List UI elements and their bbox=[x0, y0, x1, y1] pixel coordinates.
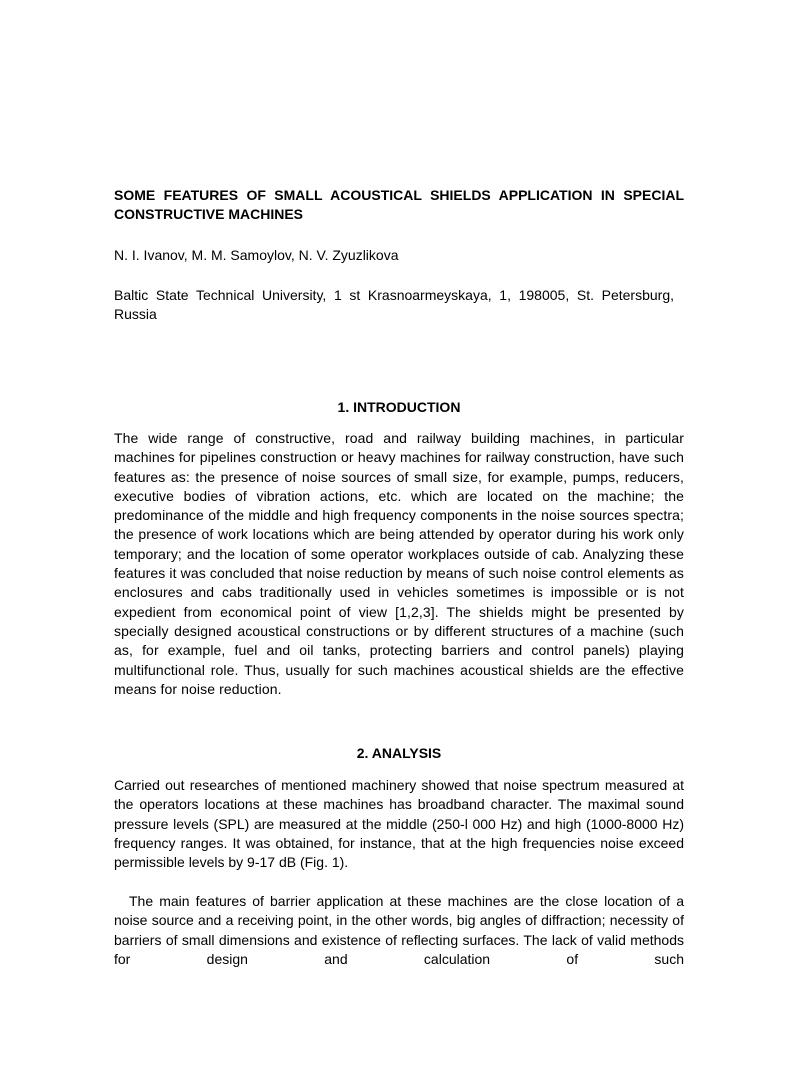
author-list: N. I. Ivanov, M. M. Samoylov, N. V. Zyuzlikova bbox=[114, 247, 399, 263]
analysis-paragraph-2: The main features of barrier application at these machines are the close location of a noise source and a receiving point, in the other words, big angles of diffraction; necessity of barriers of small dimensions and existence of reflecting surfaces. The lack of valid methods for design and calculation of such bbox=[114, 893, 684, 967]
analysis-paragraph-1: Carried out researches of mentioned machinery showed that noise spectrum measured at the operators locations at these machines has broadband character. The maximal sound pressure levels (SPL) are measured at the middle (250-l 000 Hz) and high (1000-8000 Hz) frequency ranges. It was obtained, for instance, that at the high frequencies noise exceed permissible levels by 9-17 dB (Fig. 1). bbox=[114, 777, 684, 871]
introduction-paragraph: The wide range of constructive, road and railway building machines, in particular machines for pipelines construction or heavy machines for railway construction, have such features as: the presence of noise sources of small size, for example, pumps, reducers, executive bodies of vibration actions, etc. which are located on the machine; the predominance of the middle and high frequency components in the noise sources spectra; the presence of work locations which are being attended by operator during his work only temporary; and the location of some operator workplaces outside of cab. Analyzing these features it was concluded that noise reduction by means of such noise control elements as enclosures and cabs traditionally used in vehicles sometimes is impossible or is not expedient from economical point of view [1,2,3]. The shields might be presented by specially designed acoustical constructions or by different structures of a machine (such as, for example, fuel and oil tanks, protecting barriers and control panels) playing multifunctional role. Thus, usually for such machines acoustical shields are the effective means for noise reduction. bbox=[114, 430, 684, 697]
section-heading-introduction: 1. INTRODUCTION bbox=[337, 399, 461, 415]
section-heading-analysis bbox=[114, 744, 684, 763]
section-title: ANALYSIS bbox=[371, 745, 442, 761]
paper-title: SOME FEATURES OF SMALL ACOUSTICAL SHIELDS APPLICATION IN SPECIAL CONSTRUCTIVE MACHINES bbox=[114, 187, 684, 222]
author-affiliation: Baltic State Technical University, 1 st Krasnoarmeyskaya, 1, 198005, St. Petersburg, Russia bbox=[114, 287, 674, 322]
section-number: 2. bbox=[356, 745, 369, 761]
